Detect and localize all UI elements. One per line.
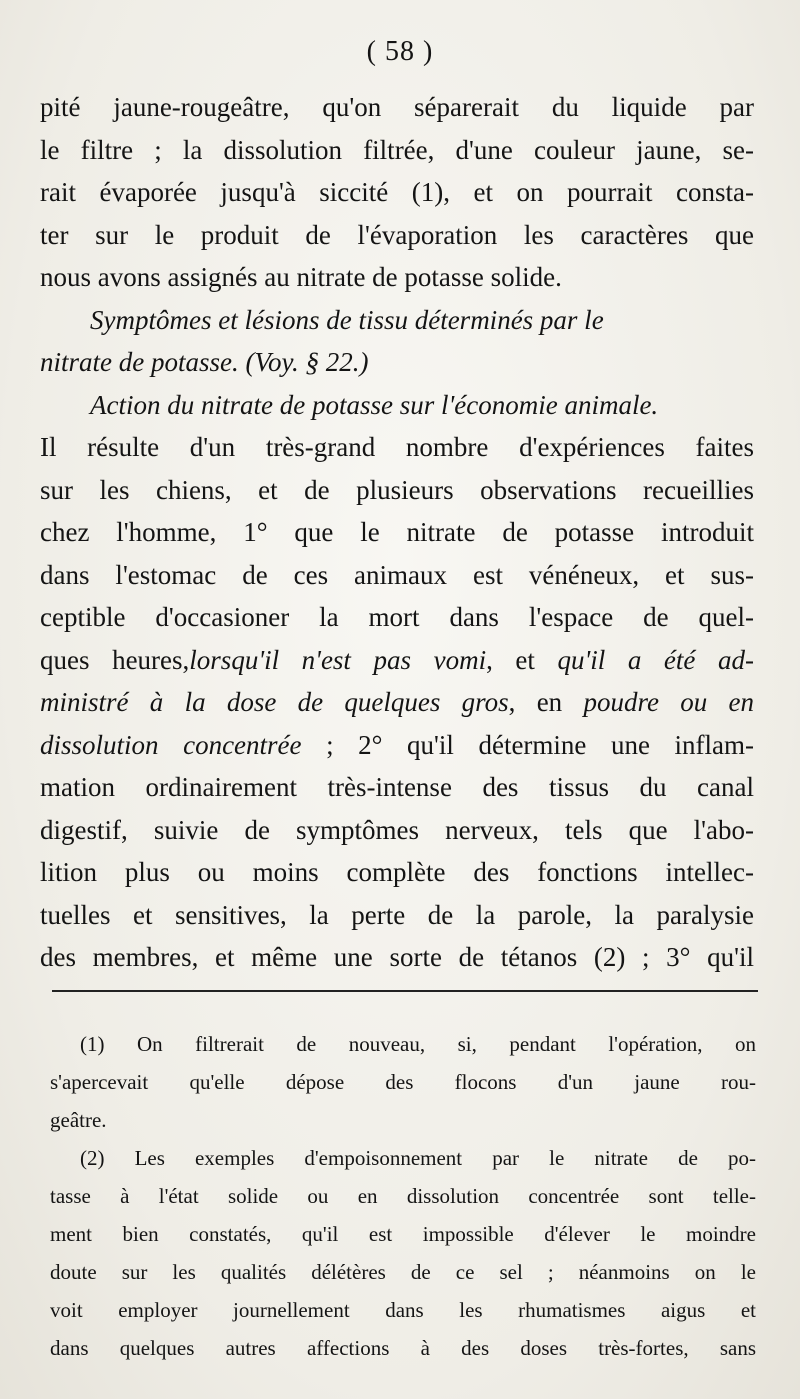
- text-line: dans l'estomac de ces animaux est vénéneux, et sus-: [40, 559, 754, 590]
- text-run: , en: [508, 687, 584, 717]
- footnote-line: ment bien constatés, qu'il est impossible d'élever le moindre: [50, 1222, 756, 1246]
- text-line: lition plus ou moins complète des fonctions intellec-: [40, 857, 754, 887]
- text-line: ceptible d'occasioner la mort dans l'espace de quel-: [40, 602, 754, 632]
- text-run: ques heures,: [40, 644, 190, 675]
- text-line: rait évaporée jusqu'à siccité (1), et on pourrait consta-: [40, 177, 754, 207]
- footnote-line: voit employer journellement dans les rhumatismes aigus et: [50, 1298, 756, 1322]
- text-line: Il résulte d'un très-grand nombre d'expériences faites: [40, 432, 754, 462]
- italic-run: qu'il a été ad-: [557, 644, 754, 675]
- text-line: pité jaune-rougeâtre, qu'on séparerait du liquide par: [40, 92, 754, 122]
- section-heading: Symptômes et lésions de tissu déterminés par le: [90, 304, 604, 335]
- text-line: tuelles et sensitives, la perte de la parole, la paralysie: [40, 899, 754, 930]
- section-heading: Action du nitrate de potasse sur l'économie animale.: [90, 389, 659, 420]
- italic-run: ministré à la dose de quelques gros: [40, 687, 509, 717]
- footnote-line: tasse à l'état solide ou en dissolution concentrée sont telle-: [50, 1184, 756, 1208]
- text-line: [40, 681, 754, 724]
- footnote-divider: [52, 990, 758, 992]
- footnote-line: s'apercevait qu'elle dépose des flocons d'un jaune rou-: [50, 1070, 756, 1094]
- footnote-line: (2) Les exemples d'empoisonnement par le nitrate de po-: [80, 1146, 756, 1170]
- section-heading: nitrate de potasse. (Voy. § 22.): [40, 347, 369, 377]
- footnote-line: doute sur les qualités délétères de ce sel ; néanmoins on le: [50, 1260, 756, 1284]
- text-line: digestif, suivie de symptômes nerveux, tels que l'abo-: [40, 814, 754, 845]
- text-run: , et: [486, 644, 558, 675]
- text-run: ; 2° qu'il détermine une inflam-: [301, 729, 755, 760]
- page-number: ( 58 ): [366, 36, 434, 67]
- text-line: chez l'homme, 1° que le nitrate de potasse introduit: [40, 517, 754, 547]
- text-line: [40, 639, 754, 682]
- footnote-line: (1) On filtrerait de nouveau, si, pendant l'opération, on: [80, 1032, 756, 1056]
- main-text: [40, 86, 754, 979]
- text-line: des membres, et même une sorte de tétanos (2) ; 3° qu'il: [40, 942, 754, 972]
- text-line: mation ordinairement très-intense des tissus du canal: [40, 772, 754, 802]
- text-line: sur les chiens, et de plusieurs observations recueillies: [40, 474, 754, 505]
- text-line: le filtre ; la dissolution filtrée, d'une couleur jaune, se-: [40, 134, 754, 165]
- footnote-line: geâtre.: [50, 1108, 107, 1132]
- italic-run: dissolution concentrée: [40, 729, 302, 760]
- italic-run: poudre ou en: [583, 687, 754, 717]
- text-line: [40, 724, 754, 767]
- text-line: nous avons assignés au nitrate de potasse solide.: [40, 262, 562, 292]
- footnote-line: dans quelques autres affections à des doses très-fortes, sans: [50, 1336, 756, 1360]
- text-line: ter sur le produit de l'évaporation les caractères que: [40, 219, 754, 250]
- footnotes: [50, 1025, 756, 1367]
- italic-run: lorsqu'il n'est pas vomi: [189, 644, 487, 675]
